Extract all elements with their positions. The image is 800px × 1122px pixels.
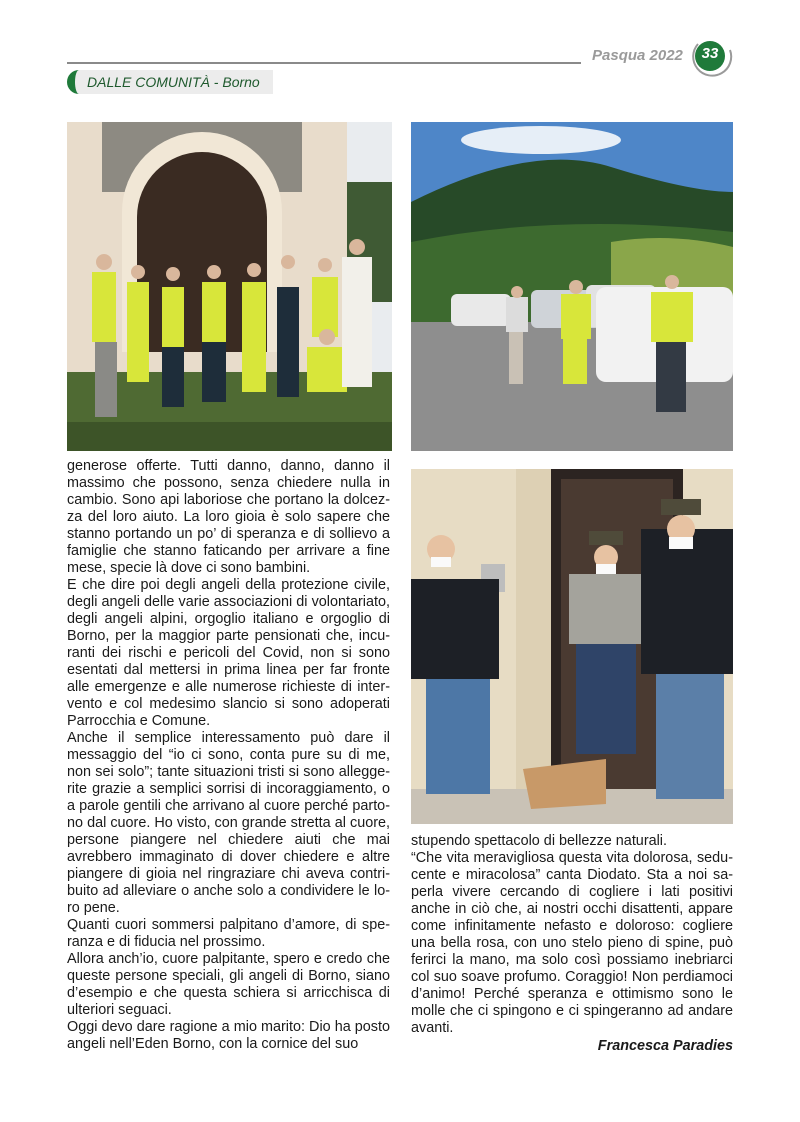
issue-title: Pasqua 2022	[592, 47, 683, 64]
author-signature: Francesca Paradies	[597, 1038, 733, 1054]
paragraph: Allora anch’io, cuore palpitante, spero e credo che queste persone speciali, gli angeli di Borno, siano d’esempio e che questa schiera si arricchisca di ulteriori seguaci.	[67, 951, 390, 1018]
photo-alpini-doorway	[411, 469, 733, 824]
photo-volunteers-church	[67, 122, 392, 451]
paragraph: Quanti cuori sommersi palpitano d’amore, di speranza e di fiducia nel prossimo.	[67, 917, 390, 950]
page-number: 33	[701, 45, 719, 62]
article-left-column	[67, 458, 390, 1053]
paragraph: E che dire poi degli angeli della protezione civile, degli angeli delle varie associazioni di volontariato, degli angeli alpini, orgoglio italiano e orgoglio di Borno, per la maggior parte pensionati che, incuranti dei rischi e pericoli del Covid, non si sono esentati dal mettersi in prima linea per far fronte alle emergenze e alle numerose richieste di intervento e col medesimo slancio si sono adoperati Parrocchia e Comune.	[67, 577, 390, 729]
section-label: DALLE COMUNITÀ - Borno	[67, 70, 273, 94]
paragraph: stupendo spettacolo di bellezze naturali.	[411, 833, 668, 849]
photo-parking-mountain	[411, 122, 733, 451]
paragraph: Anche il semplice interessamento può dare il messaggio del “io ci sono, conta pure su di me, non sei solo”; tante situazioni tristi si sono alleggerite grazie a semplici sorrisi di incoraggiamento, o a parole gentili che arrivano al cuore perché partono dal cuore. Ho visto, con grande stretta al cuore, persone piangere nel chiedere aiuti che mai avrebbero immaginato di dover chiedere e altre piangere di gioia nel ringraziare chi aveva contribuito ad alleviare o anche solo a condividere le loro pene.	[67, 730, 390, 916]
paragraph: generose offerte. Tutti danno, danno, danno il massimo che possono, senza chiedere nulla in cambio. Sono api laboriose che portano la dolcezza del loro aiuto. La loro gioia è solo sapere che stanno portando un po’ di speranza e di sollievo a famiglie che stanno faticando per arrivare a fine mese, specie là dove ci sono bambini.	[67, 458, 390, 576]
paragraph: Oggi devo dare ragione a mio marito: Dio ha posto angeli nell’Eden Borno, con la cornice del suo	[67, 1019, 390, 1052]
article-right-column	[411, 833, 733, 1037]
header-rule	[67, 62, 581, 64]
paragraph: “Che vita meravigliosa questa vita dolorosa, seducente e miracolosa” canta Diodato. Sta a noi saperla vivere cercando di cogliere i lati positivi anche in ciò che, ai nostri occhi disattenti, appare come infinitamente nefasto e doloroso: cogliere una bella rosa, con uno stelo pieno di spine, può ferirci la mano, ma solo così possiamo inebriarci col suo soave profumo. Coraggio! Non perdiamoci d’animo! Perché speranza e ottimismo sono le molle che ci spingono e ci spingeranno ad andare avanti.	[411, 850, 733, 1036]
